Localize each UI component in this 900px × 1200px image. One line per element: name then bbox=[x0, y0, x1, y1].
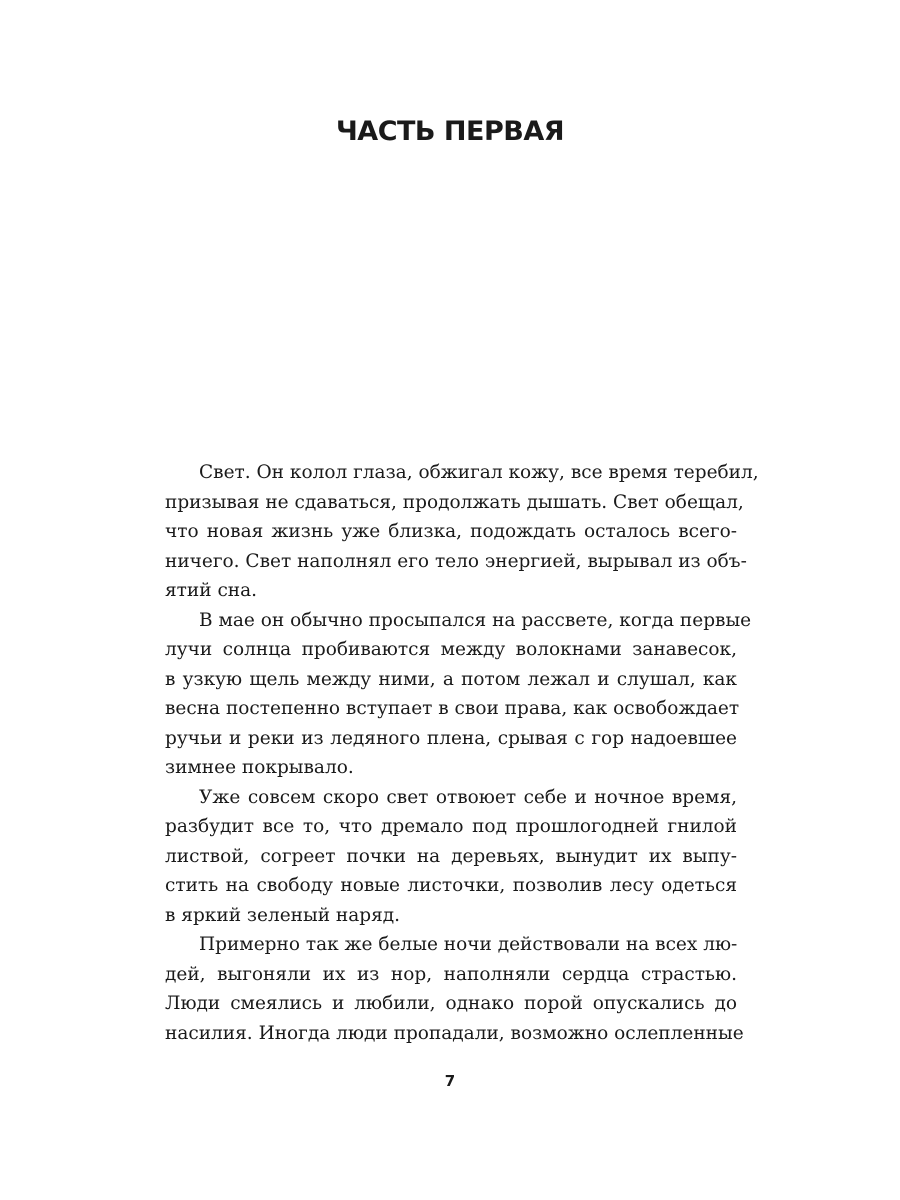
text-line: что новая жизнь уже близка, подождать осталось всего- bbox=[165, 521, 737, 542]
page-number: 7 bbox=[444, 1072, 456, 1090]
text-line: Уже совсем скоро свет отвоюет себе и ночное время, bbox=[199, 786, 737, 808]
text-line: В мае он обычно просыпался на рассвете, когда первые bbox=[199, 609, 752, 631]
body-text bbox=[165, 458, 759, 1048]
text-line: ручьи и реки из ледяного плена, срывая с гор надоевшее bbox=[165, 727, 737, 749]
text-line: ничего. Свет наполнял его тело энергией, вырывал из объ- bbox=[165, 550, 747, 572]
text-line: в яркий зеленый наряд. bbox=[165, 904, 401, 926]
text-line: Свет. Он колол глаза, обжигал кожу, все время теребил, bbox=[199, 462, 759, 483]
text-line: зимнее покрывало. bbox=[165, 757, 354, 778]
text-line: разбудит все то, что дремало под прошлогодней гнилой bbox=[165, 816, 737, 837]
text-line: насилия. Иногда люди пропадали, возможно ослепленные bbox=[165, 1022, 744, 1044]
text-line: стить на свободу новые листочки, позволив лесу одеться bbox=[165, 875, 737, 896]
text-line: лучи солнца пробиваются между волокнами занавесок, bbox=[165, 639, 737, 660]
text-line: дей, выгоняли их из нор, наполняли сердца страстью. bbox=[165, 963, 737, 985]
text-line: ятий сна. bbox=[165, 580, 258, 601]
text-line: призывая не сдаваться, продолжать дышать. Свет обещал, bbox=[165, 491, 744, 513]
text-line: листвой, согреет почки на деревьях, вынудит их выпу- bbox=[165, 845, 737, 867]
text-line: весна постепенно вступает в свои права, как освобождает bbox=[165, 698, 740, 719]
text-line: Примерно так же белые ночи действовали на всех лю- bbox=[199, 934, 738, 955]
text-line: в узкую щель между ними, а потом лежал и слушал, как bbox=[165, 668, 737, 690]
text-line: Люди смеялись и любили, однако порой опускались до bbox=[165, 993, 737, 1014]
part-title: ЧАСТЬ ПЕРВАЯ bbox=[335, 116, 565, 147]
